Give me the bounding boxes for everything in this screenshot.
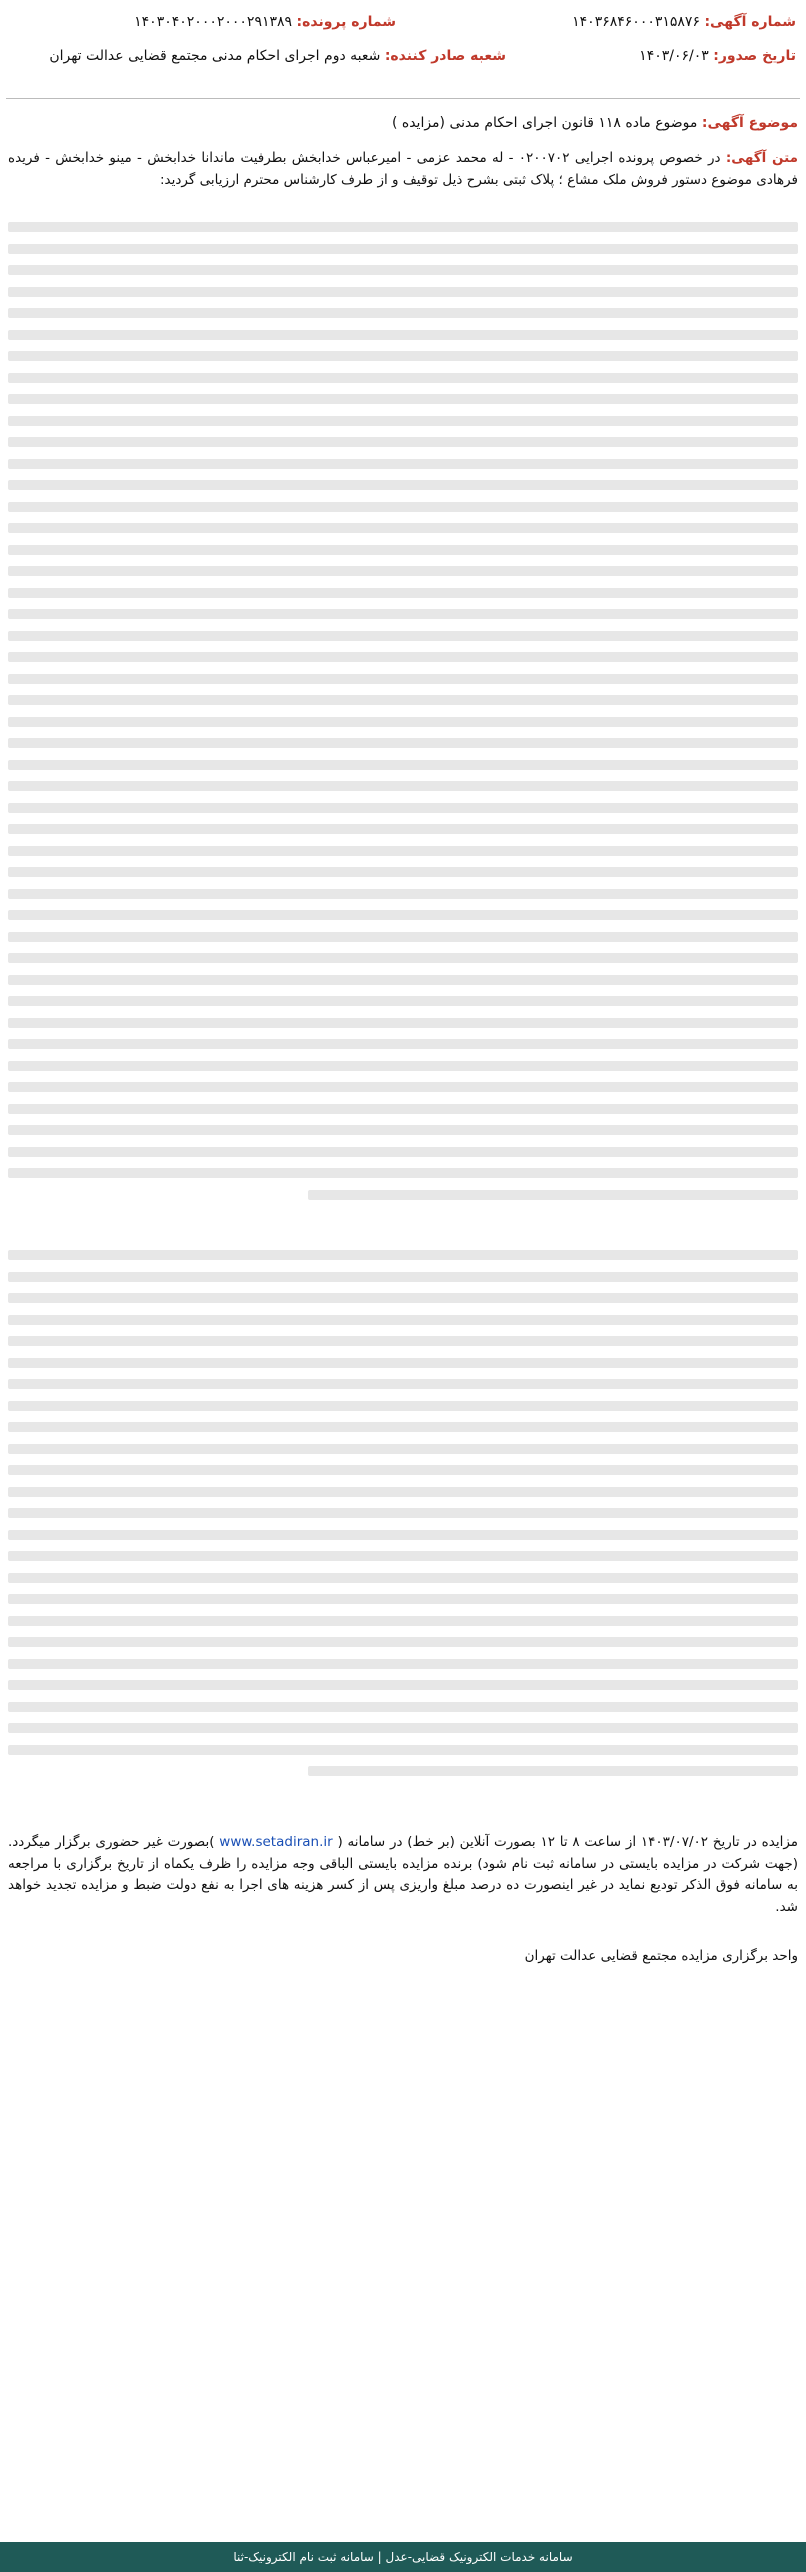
- ad-number-value: ۱۴۰۳۶۸۴۶۰۰۰۳۱۵۸۷۶: [572, 14, 700, 30]
- text-line: [308, 1766, 798, 1776]
- text-line: [8, 1379, 798, 1389]
- text-line: [8, 695, 798, 705]
- text-line: [8, 975, 798, 985]
- issue-date-value: ۱۴۰۳/۰۶/۰۳: [639, 48, 709, 64]
- text-line: [8, 394, 798, 404]
- text-line: [8, 1680, 798, 1690]
- text-line: [8, 1487, 798, 1497]
- ad-number-field: [572, 14, 796, 30]
- text-line: [8, 674, 798, 684]
- text-line: [8, 609, 798, 619]
- ad-number-label: شماره آگهی:: [704, 14, 796, 30]
- text-line: [8, 1444, 798, 1454]
- text-line: [8, 1659, 798, 1669]
- text-line: [8, 1530, 798, 1540]
- text-line: [8, 1358, 798, 1368]
- followup-number-value: ۱۴۰۳۰۴۰۲۰۰۰۲۰۰۰۲۹۱۳۸۹: [134, 14, 293, 30]
- ad-body-intro: [8, 148, 798, 191]
- text-line: [8, 1551, 798, 1561]
- auction-text-start: مزایده در تاریخ ۱۴۰۳/۰۷/۰۲ از ساعت ۸ تا ۱۲ بصورت آنلاین (بر خط) در سامانه (: [337, 1834, 799, 1850]
- header-divider: [6, 98, 800, 99]
- text-line: [8, 437, 798, 447]
- text-line: [8, 910, 798, 920]
- followup-number-label: شماره پرونده:: [296, 14, 396, 30]
- text-line: [8, 1422, 798, 1432]
- text-line: [8, 1082, 798, 1092]
- text-line: [8, 1104, 798, 1114]
- signature: [8, 1946, 798, 1968]
- text-line: [8, 588, 798, 598]
- text-line: [8, 1723, 798, 1733]
- text-line: [8, 846, 798, 856]
- text-line: [8, 996, 798, 1006]
- text-line: [8, 523, 798, 533]
- followup-number-field: [134, 14, 396, 30]
- building-description-paragraph: [8, 1250, 798, 1790]
- issuing-branch-field: [49, 48, 506, 64]
- body-label: متن آگهی:: [725, 150, 798, 166]
- text-line: [8, 265, 798, 275]
- text-line: [8, 287, 798, 297]
- text-line: [8, 652, 798, 662]
- text-line: [8, 631, 798, 641]
- text-line: [8, 1018, 798, 1028]
- text-line: [8, 1465, 798, 1475]
- text-line: [8, 330, 798, 340]
- subject-value: موضوع ماده ۱۱۸ قانون اجرای احکام مدنی (مزایده ): [391, 115, 698, 131]
- text-line: [8, 1272, 798, 1282]
- setadiran-link[interactable]: www.setadiran.ir: [219, 1834, 333, 1850]
- text-line: [8, 1293, 798, 1303]
- text-line: [8, 1573, 798, 1583]
- text-line: [8, 781, 798, 791]
- text-line: [8, 760, 798, 770]
- text-line: [8, 1168, 798, 1178]
- text-line: [8, 502, 798, 512]
- text-line: [8, 1125, 798, 1135]
- auction-text-end: )بصورت غیر حضوری برگزار میگردد. (جهت شرکت در مزایده بایستی در سامانه ثبت نام شود) برنده مزایده بایستی الباقی وجه مزایده را ظرف یکماه از تاریخ برگزاری با مراجعه به سامانه فوق الذکر تودیع نماید در غیر اینصورت ده درصد مبلغ واریزی پس از کسر هزینه های اجرا به نفع دولت ضبط و مزایده تجدید خواهد شد.: [8, 1834, 798, 1915]
- text-line: [8, 244, 798, 254]
- text-line: [8, 222, 798, 232]
- text-line: [8, 824, 798, 834]
- ad-meta-header: [0, 0, 806, 90]
- footer-bar: [0, 2542, 806, 2572]
- text-line: [8, 1147, 798, 1157]
- text-line: [8, 803, 798, 813]
- text-line: [8, 1039, 798, 1049]
- footer-text: سامانه خدمات الکترونیک قضایی-عدل | سامانه ثبت نام الکترونیک-ثنا: [233, 2550, 573, 2564]
- issuing-branch-value: شعبه دوم اجرای احکام مدنی مجتمع قضایی عدالت تهران: [49, 48, 381, 64]
- text-line: [8, 1745, 798, 1755]
- signature-text: واحد برگزاری مزایده مجتمع قضایی عدالت تهران: [524, 1948, 798, 1964]
- text-line: [8, 953, 798, 963]
- text-line: [8, 1702, 798, 1712]
- text-line: [8, 1250, 798, 1260]
- property-description-paragraph: [8, 222, 798, 1222]
- text-line: [8, 867, 798, 877]
- text-line: [308, 1190, 798, 1200]
- text-line: [8, 1336, 798, 1346]
- text-line: [8, 1594, 798, 1604]
- text-line: [8, 1508, 798, 1518]
- text-line: [8, 1637, 798, 1647]
- text-line: [8, 1401, 798, 1411]
- text-line: [8, 1616, 798, 1626]
- text-line: [8, 932, 798, 942]
- text-line: [8, 480, 798, 490]
- text-line: [8, 545, 798, 555]
- text-line: [8, 308, 798, 318]
- text-line: [8, 566, 798, 576]
- ad-subject: [8, 112, 798, 134]
- text-line: [8, 1315, 798, 1325]
- issuing-branch-label: شعبه صادر کننده:: [384, 48, 506, 64]
- text-line: [8, 459, 798, 469]
- auction-paragraph: [8, 1832, 798, 1918]
- text-line: [8, 373, 798, 383]
- text-line: [8, 889, 798, 899]
- text-line: [8, 738, 798, 748]
- text-line: [8, 416, 798, 426]
- subject-label: موضوع آگهی:: [701, 115, 798, 131]
- text-line: [8, 351, 798, 361]
- text-line: [8, 717, 798, 727]
- body-intro-text: در خصوص پرونده اجرایی ۰۲۰۰۷۰۲ - له محمد عزمی - امیرعباس خدابخش بطرفیت ماندانا خدابخش - مینو خدابخش - فریده فرهادی موضوع دستور فروش ملک مشاع ؛ پلاک ثبتی بشرح ذیل توقیف و از طرف کارشناس محترم ارزیابی گردید:: [8, 150, 798, 188]
- issue-date-label: تاریخ صدور:: [713, 48, 796, 64]
- text-line: [8, 1061, 798, 1071]
- issue-date-field: [639, 48, 796, 64]
